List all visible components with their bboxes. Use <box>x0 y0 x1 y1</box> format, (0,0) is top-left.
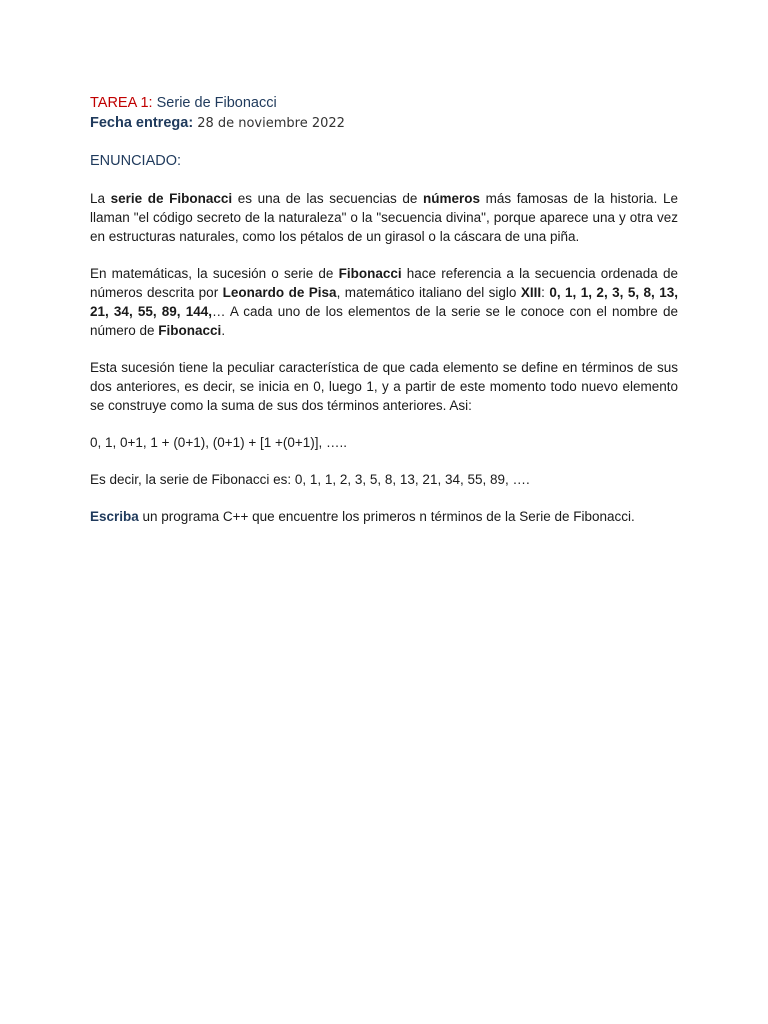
text-run-bold: Fibonacci <box>158 323 222 338</box>
section-heading: ENUNCIADO: <box>90 153 182 169</box>
task-title: Serie de Fibonacci <box>156 95 277 111</box>
text-run: En matemáticas, la sucesión o serie de <box>90 266 339 281</box>
text-run: … A cada uno de los elementos de la serie se le conoce con el nombre de número de <box>90 304 678 338</box>
text-run-bold: XIII <box>520 285 542 300</box>
due-label: Fecha entrega: <box>90 115 194 131</box>
due-date: 28 de noviembre 2022 <box>197 116 345 131</box>
text-run: un programa C++ que encuentre los primeros n términos de la Serie de Fibonacci. <box>138 509 635 524</box>
text-run-bold: Escriba <box>90 509 139 524</box>
text-run: La <box>90 191 111 206</box>
text-run-bold: serie de Fibonacci <box>110 191 233 206</box>
text-run: es una de las secuencias de <box>232 191 423 206</box>
task-title-line <box>90 93 678 113</box>
paragraph-property: Esta sucesión tiene la peculiar característica de que cada elemento se define en términos de sus dos anteriores, es decir, se inicia en 0, luego 1, y a partir de este momento todo nuevo elemento se construye como la suma de sus dos términos anteriores. Asi: <box>90 360 678 413</box>
text-run: hace referencia a la secuencia ordenada de números descrita por <box>90 266 678 300</box>
paragraph-intro <box>90 189 678 246</box>
document-page <box>90 93 678 526</box>
text-run-bold: Fibonacci <box>338 266 402 281</box>
paragraph-definition <box>90 264 678 340</box>
text-run-bold: Leonardo de Pisa <box>222 285 337 300</box>
text-run: más famosas de la historia. Le llaman "el código secreto de la naturaleza" o la "secuencia divina", porque aparece una y otra vez en estructuras naturales, como los pétalos de un girasol o la cáscara de una piña. <box>90 191 678 244</box>
paragraph-task <box>90 507 678 526</box>
text-run: , matemático italiano del siglo <box>336 285 521 300</box>
paragraph-expansion: 0, 1, 0+1, 1 + (0+1), (0+1) + [1 +(0+1)], ….. <box>90 435 348 450</box>
text-run: : <box>541 285 550 300</box>
task-label: TAREA 1: <box>90 95 153 111</box>
text-run-bold: números <box>423 191 481 206</box>
text-run-bold: 0, 1, 1, 2, 3, 5, 8, 13, 21, 34, 55, 89, 144, <box>90 285 678 319</box>
text-run: . <box>221 323 226 338</box>
due-date-line <box>90 113 678 134</box>
paragraph-series: Es decir, la serie de Fibonacci es: 0, 1, 1, 2, 3, 5, 8, 13, 21, 34, 55, 89, …. <box>90 472 530 487</box>
